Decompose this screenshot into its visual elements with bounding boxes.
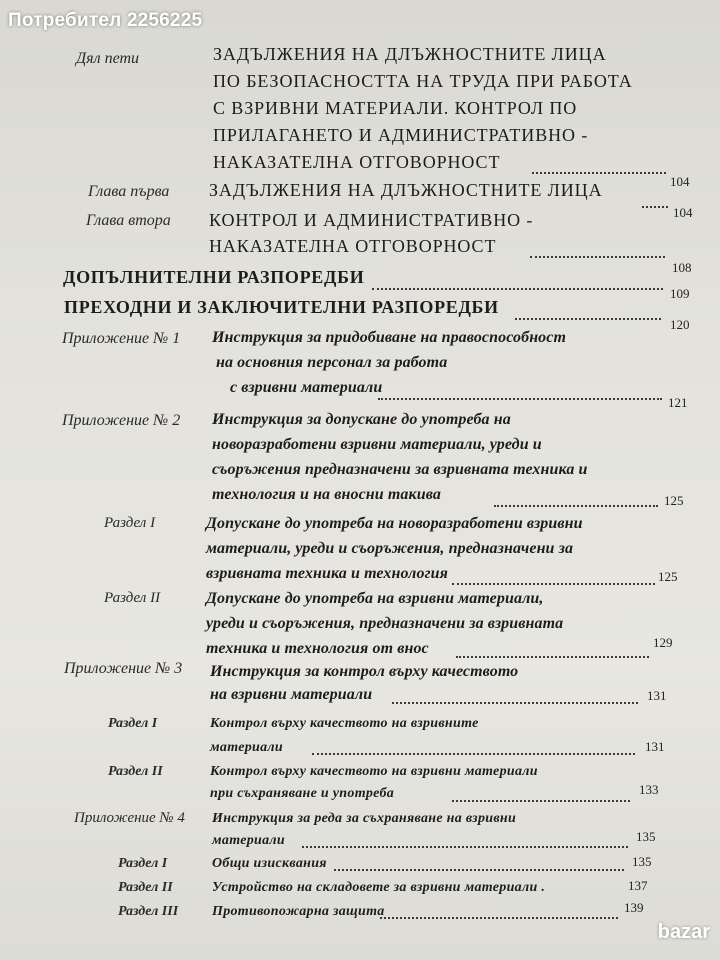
part-label: Дял пети bbox=[76, 50, 140, 67]
part-title-line-4: ПРИЛАГАНЕТО И АДМИНИСТРАТИВНО - bbox=[213, 125, 589, 145]
page-number: 104 bbox=[673, 205, 693, 220]
leader-dots bbox=[334, 869, 624, 871]
appendix-title-line-1: Инструкция за контрол върху качеството bbox=[210, 663, 519, 680]
chapter-label: Глава втора bbox=[86, 212, 171, 229]
page-number: 104 bbox=[670, 174, 690, 189]
chapter-label: Глава първа bbox=[88, 183, 170, 200]
page-number: 125 bbox=[664, 493, 684, 508]
leader-dots bbox=[530, 256, 665, 258]
appendix-label: Приложение № 4 bbox=[74, 810, 185, 826]
chapter-title-line-1: КОНТРОЛ И АДМИНИСТРАТИВНО - bbox=[209, 210, 534, 230]
leader-dots bbox=[302, 846, 628, 848]
chapter-title: ЗАДЪЛЖЕНИЯ НА ДЛЪЖНОСТНИТЕ ЛИЦА bbox=[209, 180, 603, 200]
part-title-line-3: С ВЗРИВНИ МАТЕРИАЛИ. КОНТРОЛ ПО bbox=[213, 98, 578, 118]
page-number: 125 bbox=[658, 569, 678, 584]
appendix-label: Приложение № 1 bbox=[62, 330, 181, 347]
page-number: 135 bbox=[636, 829, 656, 844]
section-title-line-3: техника и технология от внос bbox=[206, 640, 429, 657]
appendix-title-line-2: на основния персонал за работа bbox=[216, 354, 448, 371]
transitional-title: ПРЕХОДНИ И ЗАКЛЮЧИТЕЛНИ РАЗПОРЕДБИ bbox=[64, 297, 499, 317]
page-number: 120 bbox=[670, 317, 690, 332]
appendix-title-line-2: на взривни материали bbox=[210, 686, 373, 703]
chapter-title-line-2: НАКАЗАТЕЛНА ОТГОВОРНОСТ bbox=[209, 236, 497, 256]
leader-dots bbox=[452, 583, 655, 585]
appendix-label: Приложение № 3 bbox=[64, 660, 183, 677]
leader-dots bbox=[372, 288, 663, 290]
page-number: 121 bbox=[668, 395, 688, 410]
page-number: 109 bbox=[670, 286, 690, 301]
section-title-line-2: уреди и съоръжения, предназначени за взривната bbox=[206, 615, 564, 632]
part-title-line-2: ПО БЕЗОПАСНОСТТА НА ТРУДА ПРИ РАБОТА bbox=[213, 71, 633, 91]
appendix-title-line-1: Инструкция за придобиване на правоспособност bbox=[212, 329, 567, 346]
section-label: Раздел II bbox=[118, 880, 173, 895]
leader-dots bbox=[452, 800, 630, 802]
page-number: 108 bbox=[672, 260, 692, 275]
section-title-line-1: Контрол върху качеството на взривни материали bbox=[210, 764, 538, 779]
appendix-title-line-1: Инструкция за допускане до употреба на bbox=[212, 411, 511, 428]
page-number: 135 bbox=[632, 854, 652, 869]
supplementary-title: ДОПЪЛНИТЕЛНИ РАЗПОРЕДБИ bbox=[63, 267, 365, 287]
leader-dots bbox=[515, 318, 661, 320]
section-label: Раздел II bbox=[104, 590, 161, 606]
section-label: Раздел I bbox=[118, 856, 168, 871]
page-number: 137 bbox=[628, 878, 648, 893]
appendix-title-line-3: с взривни материали bbox=[230, 379, 383, 396]
site-logo: bazar bbox=[657, 921, 710, 943]
part-title-line-1: ЗАДЪЛЖЕНИЯ НА ДЛЪЖНОСТНИТЕ ЛИЦА bbox=[213, 44, 607, 64]
appendix-title-line-3: съоръжения предназначени за взривната техника и bbox=[212, 461, 588, 478]
appendix-title-line-2: материали bbox=[212, 833, 285, 848]
section-title: Противопожарна защита bbox=[212, 904, 385, 919]
appendix-title-line-2: новоразработени взривни материали, уреди и bbox=[212, 436, 542, 453]
appendix-title-line-4: технология и на вносни такива bbox=[212, 486, 441, 503]
leader-dots bbox=[532, 172, 666, 174]
section-title-line-2: материали bbox=[210, 740, 283, 755]
appendix-title-line-1: Инструкция за реда за съхраняване на взривни bbox=[212, 811, 517, 826]
section-title-line-2: при съхраняване и употреба bbox=[210, 786, 395, 801]
section-title: Общи изисквания bbox=[212, 856, 327, 871]
leader-dots bbox=[378, 398, 662, 400]
leader-dots bbox=[380, 917, 618, 919]
page-number: 133 bbox=[639, 782, 659, 797]
leader-dots bbox=[392, 702, 638, 704]
section-label: Раздел I bbox=[104, 515, 156, 531]
section-title-line-1: Контрол върху качеството на взривните bbox=[210, 716, 479, 731]
section-label: Раздел I bbox=[108, 716, 158, 731]
page-number: 139 bbox=[624, 900, 644, 915]
section-title-line-3: взривната техника и технология bbox=[206, 565, 448, 582]
leader-dots bbox=[312, 753, 635, 755]
page-number: 131 bbox=[647, 688, 667, 703]
section-title-line-1: Допускане до употреба на новоразработени взривни bbox=[206, 515, 583, 532]
section-title: Устройство на складовете за взривни материали . bbox=[212, 880, 546, 895]
page-number: 129 bbox=[653, 635, 673, 650]
leader-dots bbox=[456, 656, 649, 658]
part-title-line-5: НАКАЗАТЕЛНА ОТГОВОРНОСТ bbox=[213, 152, 501, 172]
leader-dots bbox=[642, 206, 668, 208]
section-label: Раздел III bbox=[118, 904, 179, 919]
section-label: Раздел II bbox=[108, 764, 163, 779]
section-title-line-2: материали, уреди и съоръжения, предназначени за bbox=[206, 540, 574, 557]
leader-dots bbox=[494, 505, 658, 507]
user-watermark: Потребител 2256225 bbox=[8, 10, 203, 31]
section-title-line-1: Допускане до употреба на взривни материали, bbox=[206, 590, 544, 607]
page-number: 131 bbox=[645, 739, 665, 754]
appendix-label: Приложение № 2 bbox=[62, 412, 181, 429]
